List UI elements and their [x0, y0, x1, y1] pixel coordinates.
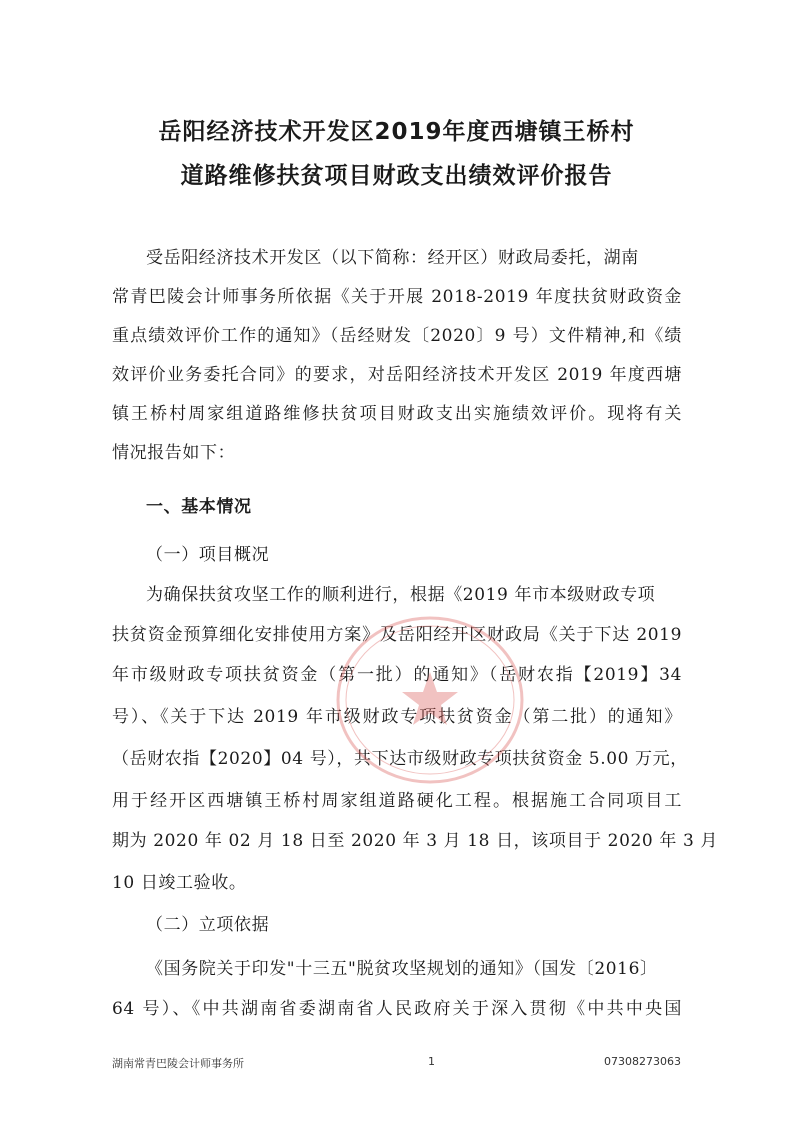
footer-phone: 07308273063	[604, 1055, 681, 1068]
overview-line-7: 期为 2020 年 02 月 18 日至 2020 年 3 月 18 日，该项目于 2020 年 3 月	[112, 831, 718, 851]
footer-page-number: 1	[428, 1055, 435, 1068]
subsection-heading-basis: （二）立项依据	[146, 915, 270, 935]
basis-line-2: 64 号）、《中共湖南省委湖南省人民政府关于深入贯彻《中共中央国	[112, 999, 682, 1019]
report-title-line1: 岳阳经济技术开发区2019年度西塘镇王桥村	[158, 119, 635, 145]
intro-line-5: 镇王桥村周家组道路维修扶贫项目财政支出实施绩效评价。现将有关	[112, 404, 682, 424]
intro-line-6: 情况报告如下：	[112, 443, 236, 463]
overview-line-1: 为确保扶贫攻坚工作的顺利进行，根据《2019 年市本级财政专项	[146, 585, 656, 605]
overview-line-2: 扶贫资金预算细化安排使用方案》及岳阳经开区财政局《关于下达 2019	[112, 625, 682, 645]
overview-line-8: 10 日竣工验收。	[112, 873, 247, 893]
intro-line-3: 重点绩效评价工作的通知》（岳经财发〔2020〕9 号）文件精神,和《绩	[112, 326, 682, 346]
report-title-line2: 道路维修扶贫项目财政支出绩效评价报告	[180, 163, 613, 189]
overview-line-6: 用于经开区西塘镇王桥村周家组道路硬化工程。根据施工合同项目工	[112, 791, 682, 811]
overview-line-3: 年市级财政专项扶贫资金（第一批）的通知》（岳财农指【2019】34	[112, 665, 682, 685]
intro-line-2: 常青巴陵会计师事务所依据《关于开展 2018-2019 年度扶贫财政资金	[112, 287, 682, 307]
overview-line-4: 号）、《关于下达 2019 年市级财政专项扶贫资金（第二批）的通知》	[112, 707, 682, 727]
intro-line-4: 效评价业务委托合同》的要求，对岳阳经济技术开发区 2019 年度西塘	[112, 365, 682, 385]
subsection-heading-overview: （一）项目概况	[146, 545, 270, 565]
section-heading-basic-info: 一、基本情况	[146, 497, 252, 517]
intro-line-1: 受岳阳经济技术开发区（以下简称：经开区）财政局委托，湖南	[146, 248, 639, 268]
footer-firm-name: 湖南常青巴陵会计师事务所	[112, 1057, 244, 1070]
basis-line-1: 《国务院关于印发"十三五"脱贫攻坚规划的通知》（国发〔2016〕	[146, 959, 658, 979]
overview-line-5: （岳财农指【2020】04 号），共下达市级财政专项扶贫资金 5.00 万元，	[112, 749, 688, 769]
